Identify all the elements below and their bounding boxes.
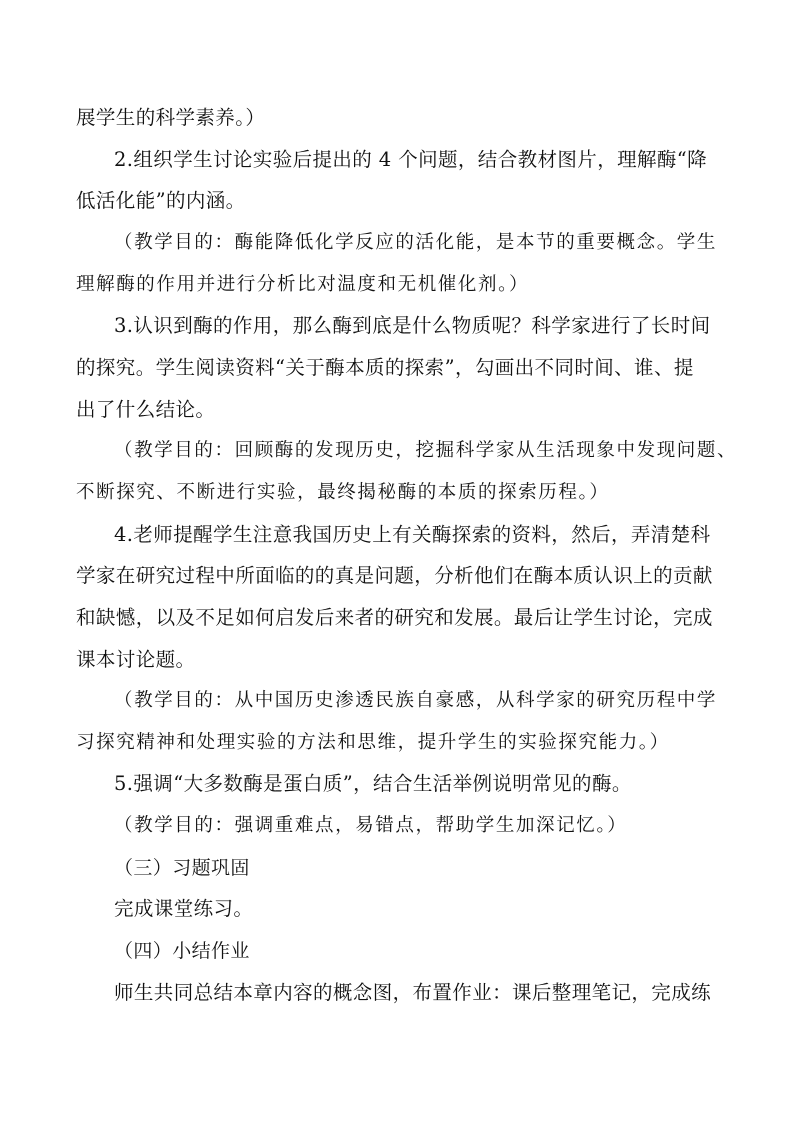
paragraph-line: 出了什么结论。 [76,398,216,421]
paragraph-line: 课本讨论题。 [76,648,196,671]
paragraph-line: 师生共同总结本章内容的概念图，布置作业：课后整理笔记，完成练 [114,981,712,1004]
paragraph-line: 4.老师提醒学生注意我国历史上有关酶探索的资料，然后，弄清楚科 [114,523,711,546]
paragraph-line: 2.组织学生讨论实验后提出的 4 个问题，结合教材图片，理解酶“降 [114,148,708,171]
paragraph-line: （教学目的：回顾酶的发现历史，挖掘科学家从生活现象中发现问题、 [114,440,738,461]
paragraph-line: 3.认识到酶的作用，那么酶到底是什么物质呢？科学家进行了长时间 [114,314,711,337]
paragraph-line: （教学目的：从中国历史渗透民族自豪感，从科学家的研究历程中学 [114,690,718,711]
paragraph-line: 不断探究、不断进行实验，最终揭秘酶的本质的探索历程。） [76,482,610,503]
paragraph-line: 低活化能”的内涵。 [76,189,246,212]
paragraph-line: 学家在研究过程中所面临的的真是问题，分析他们在酶本质认识上的贡献 [76,564,713,587]
paragraph-line: 理解酶的作用并进行分析比对温度和无机催化剂。） [76,274,530,295]
paragraph-line: 习探究精神和处理实验的方法和思维，提升学生的实验探究能力。） [76,732,670,753]
section-heading: （三）习题巩固 [114,857,250,879]
paragraph-line: （教学目的：强调重难点，易错点，帮助学生加深记忆。） [114,815,628,836]
paragraph-line: 和缺憾，以及不足如何启发后来者的研究和发展。最后让学生讨论，完成 [76,606,713,629]
paragraph-line: 展学生的科学素养。） [76,106,266,129]
paragraph-line: 完成课堂练习。 [114,897,254,920]
paragraph-line: 5.强调“大多数酶是蛋白质”，结合生活举例说明常见的酶。 [114,772,632,795]
paragraph-line: 的探究。学生阅读资料“关于酶本质的探索”，勾画出不同时间、谁、提 [76,356,694,379]
section-heading: （四）小结作业 [114,940,250,962]
paragraph-line: （教学目的：酶能降低化学反应的活化能，是本节的重要概念。学生 [114,232,718,253]
